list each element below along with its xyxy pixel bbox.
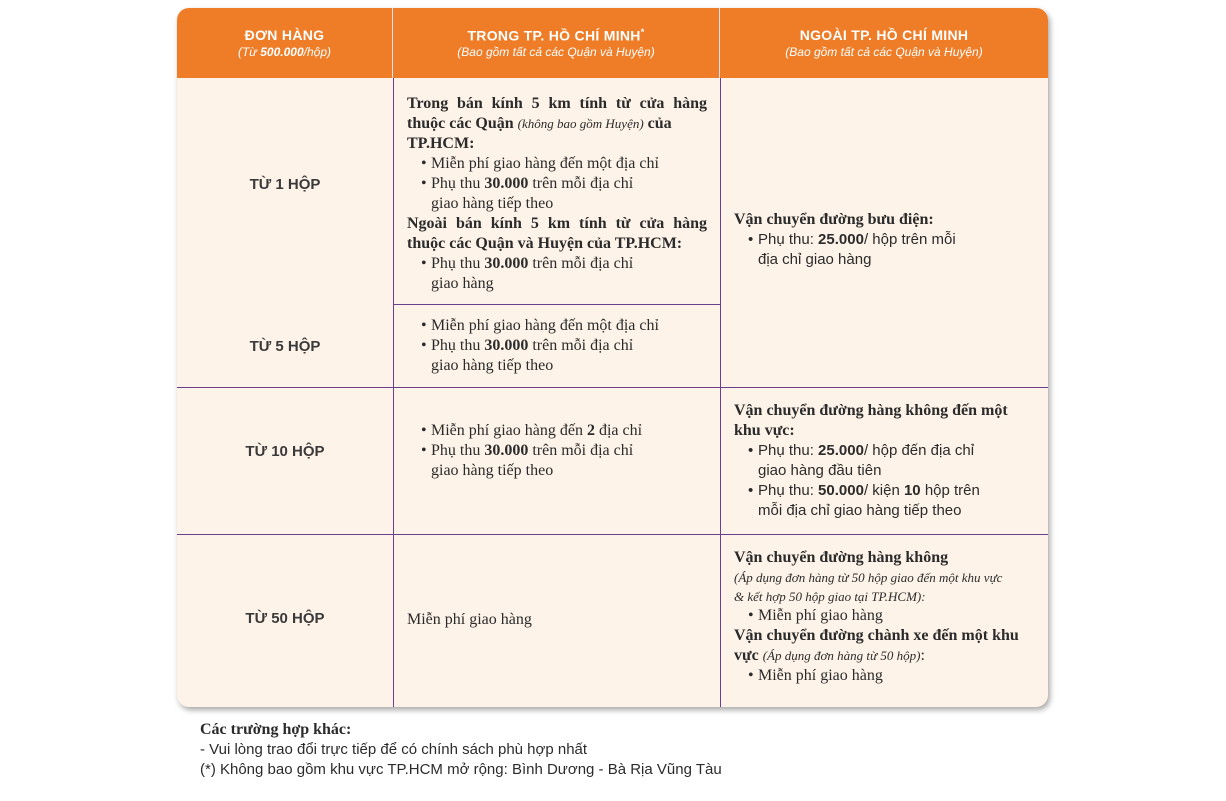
header-inside-sub: (Bao gồm tất cả các Quận và Huyện) <box>457 45 655 60</box>
outside-r4-title1: Vận chuyển đường hàng không <box>734 549 949 566</box>
header-inside-title: TRONG TP. HỒ CHÍ MINH* <box>467 26 645 44</box>
outside-r12-title: Vận chuyển đường bưu điện: <box>734 211 934 228</box>
inside-r1-bullet3: • Phụ thu 30.000 trên mỗi địa chỉ <box>421 255 634 272</box>
outside-r4-note1a: (Áp dụng đơn hàng từ 50 hộp giao đến một khu vực <box>734 570 1003 585</box>
inside-r1-heading1: Trong bán kính 5 km tính từ cửa hàng <box>407 95 707 112</box>
table-header <box>177 8 1048 78</box>
inside-r3-bullet2: • Phụ thu 30.000 trên mỗi địa chỉ <box>421 442 634 459</box>
outside-r3-title-b: khu vực: <box>734 422 795 439</box>
inside-r1-heading2b: thuộc các Quận và Huyện của TP.HCM: <box>407 235 683 252</box>
outside-r4-bullet1: • Miễn phí giao hàng <box>748 607 883 624</box>
divider-col2 <box>720 78 721 707</box>
inside-r1-bullet2-cont: giao hàng tiếp theo <box>431 195 554 212</box>
inside-row4 <box>407 610 707 630</box>
outside-r3-title-a: Vận chuyển đường hàng không đến một <box>734 402 1008 419</box>
inside-row3 <box>407 421 707 481</box>
header-order-sub: (Từ 500.000/hộp) <box>237 45 331 59</box>
header-order <box>177 8 393 78</box>
inside-r2-bullet1: • Miễn phí giao hàng đến một địa chỉ <box>421 317 659 334</box>
row-label-5: TỪ 5 HỘP <box>249 338 321 355</box>
header-outside-title: NGOÀI TP. HỒ CHÍ MINH <box>799 27 969 43</box>
outside-r4-title2b: vực (Áp dụng đơn hàng từ 50 hộp): <box>734 647 925 664</box>
outside-row3 <box>734 401 1039 521</box>
inside-row2 <box>407 316 707 376</box>
divider-row1-inner <box>393 304 720 305</box>
outside-r3-bullet1: • Phụ thu: 25.000/ hộp đến địa chỉ <box>748 442 975 459</box>
inside-r1-bullet1: • Miễn phí giao hàng đến một địa chỉ <box>421 155 659 172</box>
divider-row3 <box>177 534 1048 535</box>
notes-title: Các trường hợp khác: <box>200 721 352 738</box>
row-label-50: TỪ 50 HỘP <box>245 610 325 627</box>
header-outside-hcm <box>720 8 1048 78</box>
header-order-title: ĐƠN HÀNG <box>244 27 325 43</box>
outside-r3-bullet2: • Phụ thu: 50.000/ kiện 10 hộp trên <box>748 482 980 499</box>
inside-r1-bullet3-cont: giao hàng <box>431 275 494 292</box>
inside-r1-heading1b: thuộc các Quận (không bao gồm Huyện) của <box>407 115 672 132</box>
inside-r3-bullet1: • Miễn phí giao hàng đến 2 địa chỉ <box>421 422 643 439</box>
divider-row2 <box>177 387 1048 388</box>
inside-r2-bullet2-cont: giao hàng tiếp theo <box>431 357 554 374</box>
outside-r3-bullet2-cont: mỗi địa chỉ giao hàng tiếp theo <box>758 502 962 519</box>
inside-r1-bullet2: • Phụ thu 30.000 trên mỗi địa chỉ <box>421 175 634 192</box>
inside-r1-heading1c: TP.HCM: <box>407 135 475 152</box>
outside-r12-bullet1: • Phụ thu: 25.000/ hộp trên mỗi <box>748 231 956 248</box>
inside-row1 <box>407 94 707 294</box>
inside-r4-text: Miễn phí giao hàng <box>407 611 532 628</box>
notes-line2: (*) Không bao gồm khu vực TP.HCM mở rộng: Bình Dương - Bà Rịa Vũng Tàu <box>200 761 722 778</box>
inside-r2-bullet2: • Phụ thu 30.000 trên mỗi địa chỉ <box>421 337 634 354</box>
outside-rows1-2 <box>734 210 1039 270</box>
inside-r3-bullet2-cont: giao hàng tiếp theo <box>431 462 554 479</box>
row-label-1: TỪ 1 HỘP <box>249 176 321 193</box>
outside-r12-bullet1-cont: địa chỉ giao hàng <box>758 251 872 268</box>
outside-row4 <box>734 548 1044 686</box>
row-label-10: TỪ 10 HỘP <box>245 443 325 460</box>
outside-r4-title2a: Vận chuyển đường chành xe đến một khu <box>734 627 1019 644</box>
inside-r1-heading2: Ngoài bán kính 5 km tính từ cửa hàng <box>407 215 707 232</box>
notes-line1: - Vui lòng trao đổi trực tiếp để có chính sách phù hợp nhất <box>200 741 588 758</box>
header-outside-sub: (Bao gồm tất cả các Quận và Huyện) <box>785 45 983 59</box>
outside-r4-note1b: & kết hợp 50 hộp giao tại TP.HCM): <box>734 589 926 604</box>
outside-r4-bullet2: • Miễn phí giao hàng <box>748 667 883 684</box>
outside-r3-bullet1-cont: giao hàng đầu tiên <box>758 462 882 479</box>
other-cases-notes <box>200 720 722 780</box>
header-inside-hcm <box>393 8 720 78</box>
shipping-fee-table <box>177 8 1048 707</box>
divider-col1 <box>393 78 394 707</box>
